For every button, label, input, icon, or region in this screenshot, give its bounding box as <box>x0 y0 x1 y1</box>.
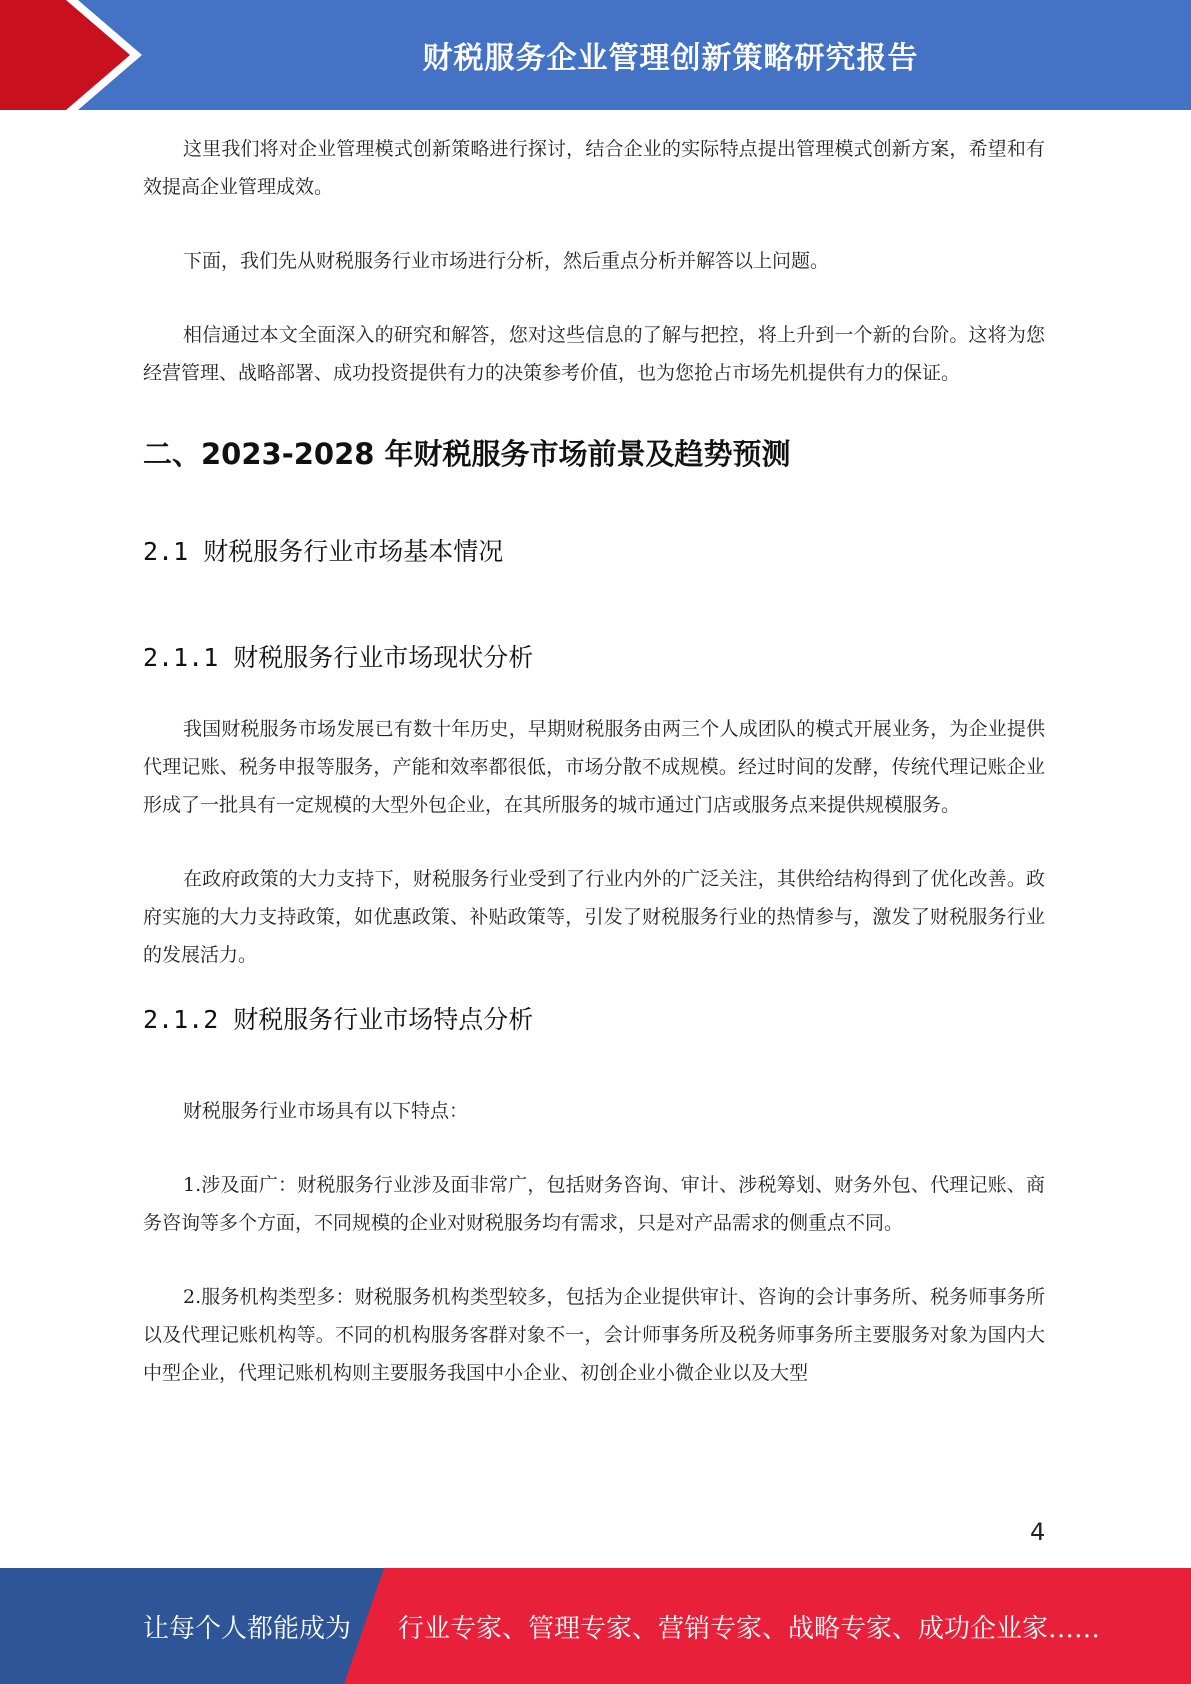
section-2-1-1-paragraph-2: 在政府政策的大力支持下，财税服务行业受到了行业内外的广泛关注，其供给结构得到了优化改善。政府实施的大力支持政策，如优惠政策、补贴政策等，引发了财税服务行业的热情参与，激发了财税服务行业的发展活力。 <box>143 868 1045 966</box>
section-2-1-1-paragraph-1: 我国财税服务市场发展已有数十年历史，早期财税服务由两三个人成团队的模式开展业务，为企业提供代理记账、税务申报等服务，产能和效率都很低，市场分散不成规模。经过时间的发酵，传统代理记账企业形成了一批具有一定规模的大型外包企业，在其所服务的城市通过门店或服务点来提供规模服务。 <box>143 718 1045 816</box>
feature-item-1: 1.涉及面广：财税服务行业涉及面非常广，包括财务咨询、审计、涉税筹划、财务外包、代理记账、商务咨询等多个方面，不同规模的企业对财税服务均有需求，只是对产品需求的侧重点不同。 <box>143 1174 1045 1234</box>
page-footer <box>0 1568 1191 1684</box>
intro-paragraph-1: 这里我们将对企业管理模式创新策略进行探讨，结合企业的实际特点提出管理模式创新方案，希望和有效提高企业管理成效。 <box>143 138 1045 198</box>
intro-paragraph-3: 相信通过本文全面深入的研究和解答，您对这些信息的了解与把控，将上升到一个新的台阶。这将为您经营管理、战略部署、成功投资提供有力的决策参考价值，也为您抢占市场先机提供有力的保证。 <box>143 324 1045 384</box>
document-body <box>143 130 1045 1392</box>
header-chevron-decoration <box>0 0 150 110</box>
section-2-1-heading: 2.1 财税服务行业市场基本情况 <box>143 537 504 566</box>
feature-item-2: 2.服务机构类型多：财税服务机构类型较多，包括为企业提供审计、咨询的会计事务所、税务师事务所以及代理记账机构等。不同的机构服务客群对象不一，会计师事务所及税务师事务所主要服务对象为国内大中型企业，代理记账机构则主要服务我国中小企业、初创企业小微企业以及大型 <box>143 1286 1045 1384</box>
footer-slogan-left: 让每个人都能成为 <box>143 1613 352 1644</box>
section-2-1-1-heading: 2.1.1 财税服务行业市场现状分析 <box>143 643 534 672</box>
footer-slogan-right: 行业专家、管理专家、营销专家、战略专家、成功企业家…… <box>398 1613 1101 1644</box>
section-2-heading: 二、2023-2028 年财税服务市场前景及趋势预测 <box>143 437 791 471</box>
page-number: 4 <box>1030 1518 1046 1546</box>
section-2-1-2-paragraph-1: 财税服务行业市场具有以下特点： <box>183 1100 469 1122</box>
header-title: 财税服务企业管理创新策略研究报告 <box>422 41 919 76</box>
page-header <box>0 0 1191 110</box>
section-2-1-2-heading: 2.1.2 财税服务行业市场特点分析 <box>143 1005 534 1034</box>
intro-paragraph-2: 下面，我们先从财税服务行业市场进行分析，然后重点分析并解答以上问题。 <box>183 250 830 272</box>
